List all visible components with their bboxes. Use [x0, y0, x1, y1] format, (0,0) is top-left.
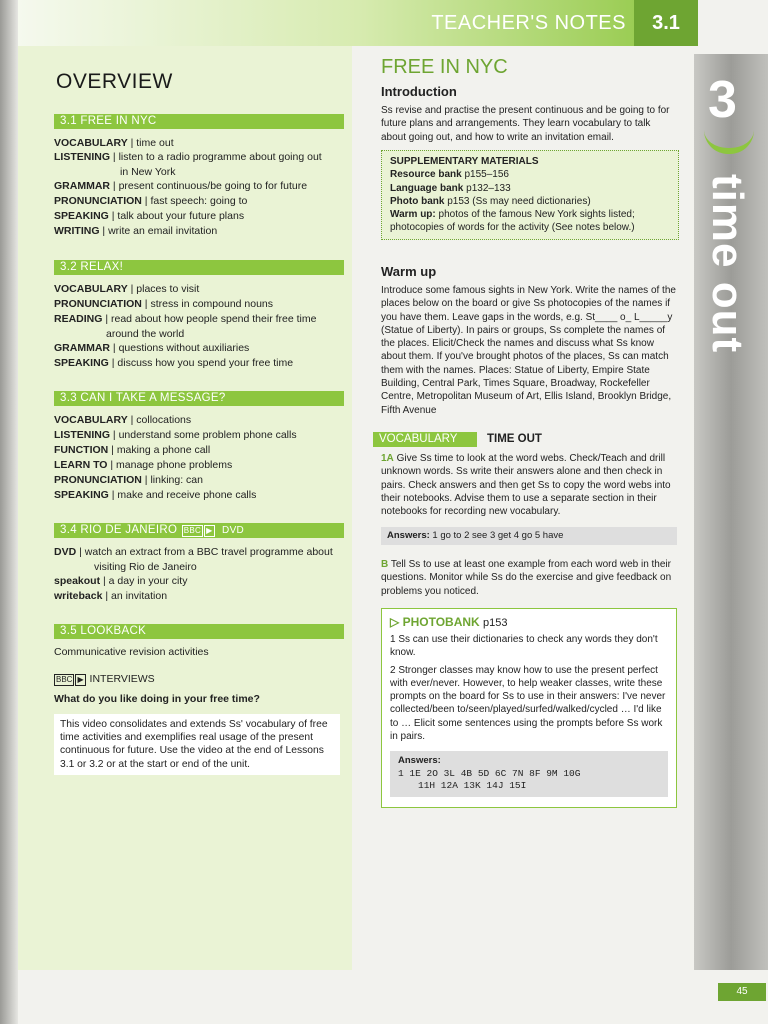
- play-icon: ▶: [206, 526, 213, 535]
- overview-item: PRONUNCIATION | fast speech: going to: [54, 195, 248, 207]
- lesson-title: FREE IN NYC: [381, 56, 508, 78]
- play-icon: ▶: [77, 675, 84, 684]
- interviews-question: What do you like doing in your free time?: [54, 693, 260, 705]
- vocabulary-title: TIME OUT: [487, 433, 542, 445]
- unit-number: 3.1: [634, 0, 698, 46]
- unit-side-tab: [694, 54, 768, 970]
- photo-bank-p2: 2 Stronger classes may know how to use the present perfect with ever/never. However, to help weaker classes, write these prompts on the board for Ss to use in their answers: I've never collected/been to/seen/played/surfed/walked/cycled … I'd like to … Elicit some sentences using the prompts before Ss work in pairs.: [390, 664, 666, 743]
- overview-item: LISTENING | listen to a radio programme about going out in New York: [54, 151, 322, 178]
- bbc-logo-icon: BBC: [183, 526, 202, 535]
- overview-item: PRONUNCIATION | stress in compound nouns: [54, 298, 274, 310]
- overview-item: DVD | watch an extract from a BBC travel programme about visiting Rio de Janeiro: [54, 546, 333, 573]
- answers-1a: Answers: 1 go to 2 see 3 get 4 go 5 have: [381, 527, 677, 545]
- page-gutter-shadow: [0, 0, 18, 1024]
- video-note: This video consolidates and extends Ss' vocabulary of free time activities and exemplifies real usage of the present continuous for future. Use the video at the end of Lessons 3.1 or 3.2 or at the start or end of the unit.: [54, 714, 340, 775]
- overview-item: writeback | an invitation: [54, 590, 168, 602]
- triangle-icon: ▷: [390, 615, 400, 629]
- header-title: TEACHER'S NOTES: [431, 12, 626, 34]
- overview-item: FUNCTION | making a phone call: [54, 444, 211, 456]
- photo-bank-heading: ▷ PHOTOBANK p153: [390, 615, 508, 629]
- intro-heading: Introduction: [381, 84, 457, 99]
- header-strip: [18, 0, 698, 46]
- interviews-row: BBC ▶ INTERVIEWS: [56, 673, 155, 685]
- supp-heading: SUPPLEMENTARY MATERIALS: [390, 156, 539, 167]
- overview-item: VOCABULARY | collocations: [54, 414, 192, 426]
- overview-item: speakout | a day in your city: [54, 575, 188, 587]
- overview-item: SPEAKING | discuss how you spend your free time: [54, 357, 294, 369]
- overview-item: SPEAKING | make and receive phone calls: [54, 489, 257, 501]
- overview-item: GRAMMAR | present continuous/be going to for future: [54, 180, 308, 192]
- photo-bank-p1: 1 Ss can use their dictionaries to check any words they don't know.: [390, 634, 658, 659]
- side-unit-title: time out: [703, 174, 752, 354]
- overview-item: VOCABULARY | places to visit: [54, 283, 200, 295]
- photo-bank-box: [381, 608, 677, 808]
- overview-item: VOCABULARY | time out: [54, 137, 174, 149]
- exercise-b: B Tell Ss to use at least one example from each word web in their questions. Monitor while Ss do the exercise and give feedback on problems you noticed.: [381, 559, 672, 597]
- warm-up-heading: Warm up: [381, 264, 437, 279]
- overview-item: SPEAKING | talk about your future plans: [54, 210, 245, 222]
- side-unit-number: 3: [708, 71, 737, 129]
- overview-title: OVERVIEW: [56, 70, 173, 93]
- overview-item: PRONUNCIATION | linking: can: [54, 474, 203, 486]
- exercise-1a: 1A Give Ss time to look at the word webs. Check/Teach and drill unknown words. Ss write their answers alone and then check in pairs. Check answers and then get Ss to copy the word webs into their notebooks. Advise them to use a separate section in their notebooks for recording new vocabulary.: [381, 453, 671, 518]
- sound-wave-icon: [704, 130, 754, 154]
- lookback-text: Communicative revision activities: [54, 646, 209, 658]
- lesson-tag-3-3: 3.3 CAN I TAKE A MESSAGE?: [54, 391, 344, 406]
- vocabulary-tag: VOCABULARY: [373, 432, 477, 447]
- supp-line: Resource bank p155–156: [390, 169, 509, 181]
- lesson-tag-3-5: 3.5 LOOKBACK: [54, 624, 344, 639]
- lesson-tag-3-4: 3.4 RIO DE JANEIRO BBC ▶ DVD: [54, 523, 344, 538]
- warm-up-text: Introduce some famous sights in New York. Write the names of the places below on the board or give Ss photocopies of the names if you have them. Leave gaps in the words, e.g. St____ o_ L_____y (Statue of Liberty). In pairs or groups, Ss complete the names of the places. Elicit/Check the names and discuss what Ss know about them. If you've brought photos of the places, Ss can match them with the names. Places: Statue of Liberty, Empire State Building, Central Park, Times Square, Broadway, Rockefeller Centre, Metropolitan Museum of Art, Ellis Island, Brooklyn Bridge, Fifth Avenue: [381, 285, 676, 416]
- supp-line: Photo bank p153 (Ss may need dictionaries): [390, 195, 591, 207]
- overview-item: GRAMMAR | questions without auxiliaries: [54, 342, 250, 354]
- supplementary-materials-box: [381, 150, 679, 240]
- overview-item: LISTENING | understand some problem phone calls: [54, 429, 297, 441]
- intro-text: Ss revise and practise the present continuous and be going to for future plans and arrangements. They learn vocabulary to talk about going out, and how to write an invitation email.: [381, 105, 670, 143]
- bbc-logo-icon: BBC: [56, 675, 73, 684]
- page-number: 45: [718, 983, 766, 1001]
- supp-line: Language bank p132–133: [390, 182, 511, 194]
- photo-bank-answers: Answers: 1 1E 2O 3L 4B 5D 6C 7N 8F 9M 10G 11H 12A 13K 14J 15I: [390, 751, 668, 797]
- overview-item: LEARN TO | manage phone problems: [54, 459, 233, 471]
- lesson-tag-3-1: 3.1 FREE IN NYC: [54, 114, 344, 129]
- supp-line: Warm up: photos of the famous New York sights listed; photocopies of words for the activity (See notes below.): [390, 209, 635, 234]
- overview-item: WRITING | write an email invitation: [54, 225, 218, 237]
- overview-item: READING | read about how people spend their free time around the world: [54, 313, 317, 340]
- lesson-tag-3-2: 3.2 RELAX!: [54, 260, 344, 275]
